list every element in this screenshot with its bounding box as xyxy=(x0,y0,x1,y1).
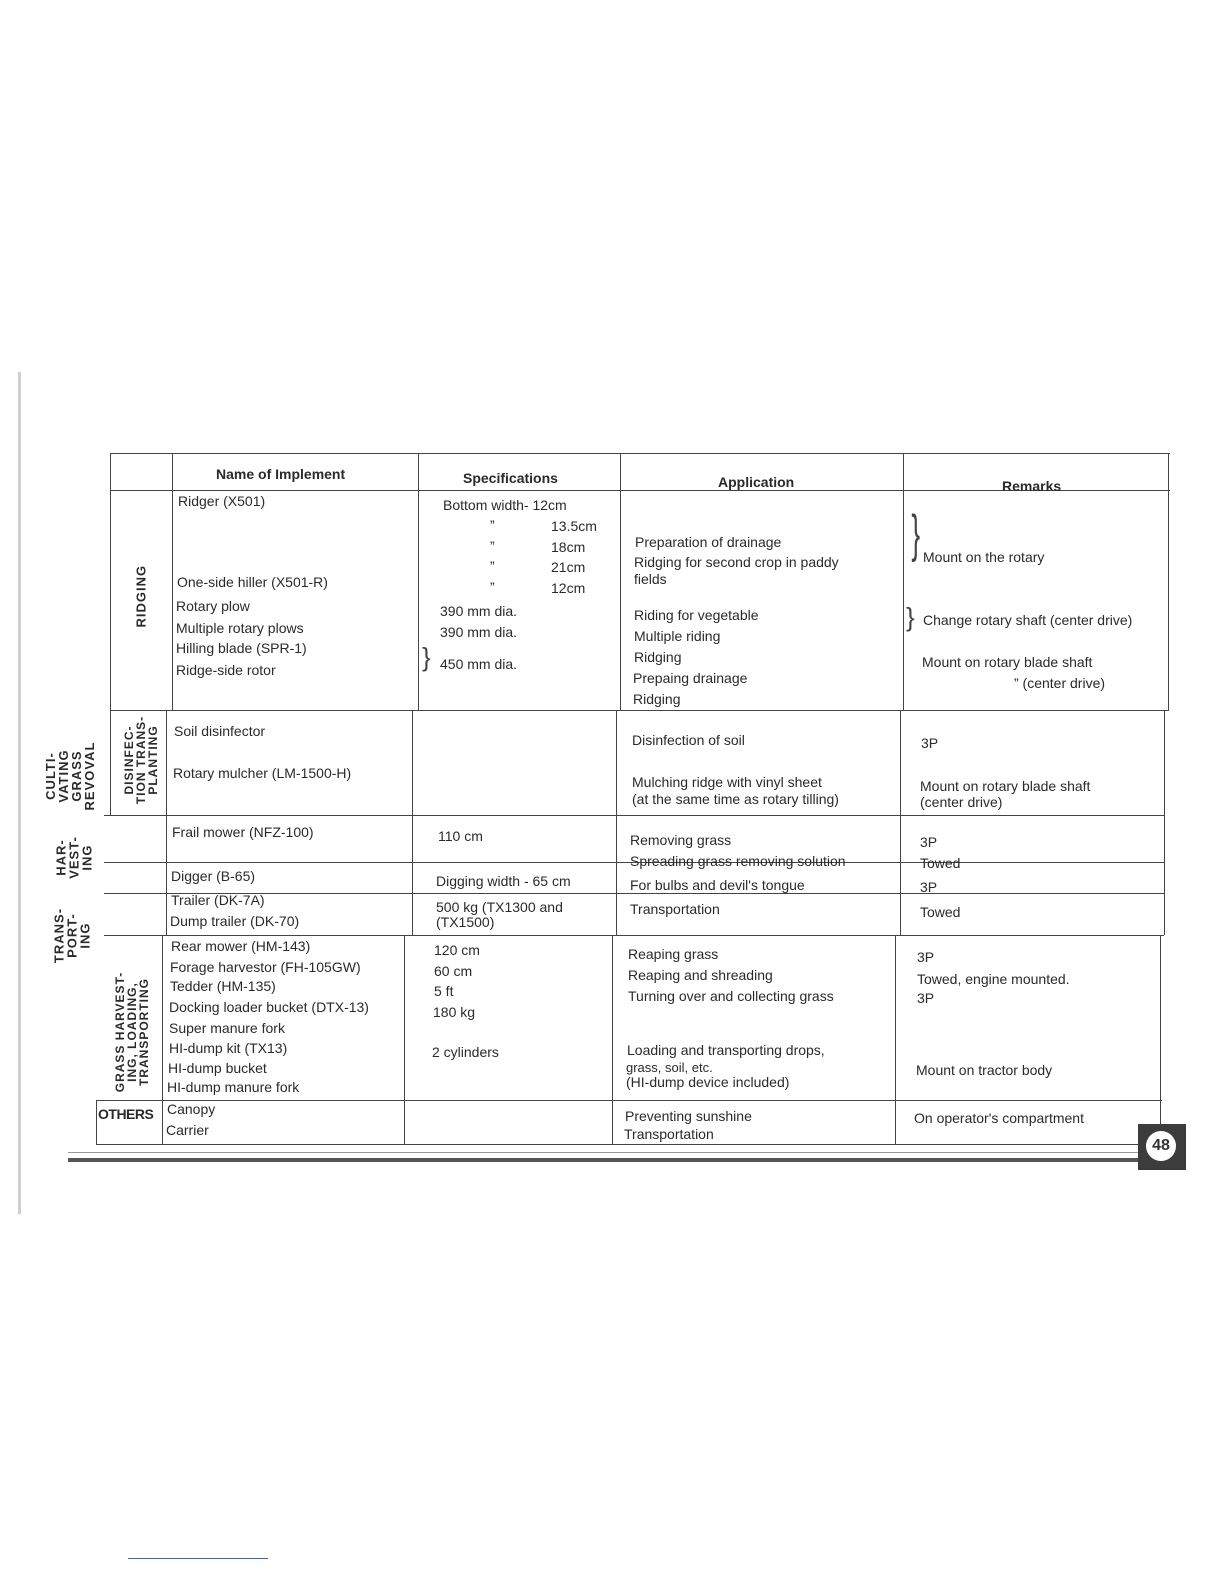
remark: 3P xyxy=(920,834,938,850)
remark: 3P xyxy=(921,735,939,751)
specification: 13.5cm xyxy=(551,518,597,534)
specification: 21cm xyxy=(551,559,586,575)
application: Transportation xyxy=(630,901,720,917)
implement-name: Super manure fork xyxy=(169,1020,285,1036)
application: (at the same time as rotary tilling) xyxy=(632,791,839,807)
implement-name: Hilling blade (SPR-1) xyxy=(176,640,307,656)
application: grass, soil, etc. xyxy=(626,1060,713,1075)
category-disinfection-transplanting: DISINFEC- TION TRANS- PLANTING xyxy=(122,715,160,805)
header-remarks: Remarks xyxy=(1002,478,1062,494)
implement-name: Carrier xyxy=(166,1122,209,1138)
ditto-mark: ” xyxy=(490,579,495,595)
specification: 390 mm dia. xyxy=(440,624,518,640)
application: Mulching ridge with vinyl sheet xyxy=(632,774,822,790)
category-others: OTHERS xyxy=(98,1106,154,1122)
ditto-mark: ” xyxy=(490,538,495,554)
header-specifications: Specifications xyxy=(463,470,558,486)
specification: 2 cylinders xyxy=(432,1044,499,1060)
specification: 390 mm dia. xyxy=(440,603,518,619)
remark: On operator's compartment xyxy=(914,1110,1084,1126)
application: (HI-dump device included) xyxy=(626,1074,790,1090)
implement-name: Forage harvestor (FH-105GW) xyxy=(170,959,361,975)
brace-icon: } xyxy=(911,505,921,563)
remark: Towed xyxy=(920,904,961,920)
application: Removing grass xyxy=(630,832,732,848)
remark: ” (center drive) xyxy=(1014,675,1106,691)
header-application: Application xyxy=(718,474,795,490)
specification: 110 cm xyxy=(438,828,483,844)
remark: Towed xyxy=(920,855,961,871)
specification: 5 ft xyxy=(434,983,454,999)
application: Riding for vegetable xyxy=(634,607,759,623)
ditto-mark: ” xyxy=(490,517,495,533)
implement-name: HI-dump kit (TX13) xyxy=(169,1040,288,1056)
brace-icon: } xyxy=(906,602,915,632)
brace-icon: } xyxy=(422,642,431,672)
implement-name: Frail mower (NFZ-100) xyxy=(172,824,314,840)
application: Preventing sunshine xyxy=(625,1108,752,1124)
specification: 18cm xyxy=(551,539,586,555)
specification: Digging width - 65 cm xyxy=(436,873,571,889)
footer-rule xyxy=(68,1158,1176,1162)
implement-name: Multiple rotary plows xyxy=(176,620,304,636)
implement-name: HI-dump manure fork xyxy=(167,1079,300,1095)
implement-name: HI-dump bucket xyxy=(168,1060,267,1076)
implement-name: Ridger (X501) xyxy=(178,493,266,509)
remark: Towed, engine mounted. xyxy=(917,971,1070,987)
footer-rule-thin xyxy=(68,1152,1138,1153)
application: Prepaing drainage xyxy=(633,670,748,686)
page-number-badge xyxy=(1138,1124,1186,1170)
application: Disinfection of soil xyxy=(632,732,745,748)
remark: Mount on rotary blade shaft xyxy=(920,778,1091,794)
page-number: 48 xyxy=(1146,1131,1176,1161)
ditto-mark: ” xyxy=(490,558,495,574)
application: Turning over and collecting grass xyxy=(628,988,834,1004)
implement-name: Docking loader bucket (DTX-13) xyxy=(169,999,369,1015)
binding-line xyxy=(18,372,21,1214)
application: fields xyxy=(634,571,667,587)
specification: 12cm xyxy=(551,580,586,596)
implement-name: Canopy xyxy=(167,1101,216,1117)
application: Reaping and shreading xyxy=(628,967,773,983)
application: Spreading grass removing solution xyxy=(630,853,846,869)
category-cultivating-grass-removal: CULTI- VATING GRASS REVOVAL xyxy=(43,741,97,811)
implement-name: Dump trailer (DK-70) xyxy=(170,913,300,929)
implement-name: Ridge-side rotor xyxy=(176,662,276,678)
implement-name: Trailer (DK-7A) xyxy=(171,892,265,908)
remark: 3P xyxy=(917,949,935,965)
remark: 3P xyxy=(920,879,938,895)
header-name: Name of Implement xyxy=(216,466,346,482)
specification: 180 kg xyxy=(433,1004,476,1020)
remark: Change rotary shaft (center drive) xyxy=(923,612,1133,628)
implement-name: One-side hiller (X501-R) xyxy=(177,574,328,590)
application: Reaping grass xyxy=(628,946,719,962)
specification: 500 kg (TX1300 and xyxy=(436,899,563,915)
implement-name: Rotary plow xyxy=(176,598,250,614)
category-grass-harvesting: GRASS HARVEST- ING, LOADING, TRANSPORTING xyxy=(113,971,151,1093)
remark: Mount on tractor body xyxy=(916,1062,1053,1078)
specification: 60 cm xyxy=(434,963,473,979)
implement-name: Rotary mulcher (LM-1500-H) xyxy=(173,765,352,781)
specification: 450 mm dia. xyxy=(440,656,518,672)
category-ridging: RIDGING xyxy=(133,564,149,628)
specification: Bottom width- 12cm xyxy=(443,497,567,513)
remark: Mount on the rotary xyxy=(923,549,1045,565)
specification: 120 cm xyxy=(434,942,480,958)
remark: Mount on rotary blade shaft xyxy=(922,654,1093,670)
application: Ridging xyxy=(633,691,681,707)
application: Ridging for second crop in paddy xyxy=(634,554,839,570)
category-harvesting: HAR- VEST- ING xyxy=(53,836,95,879)
application: Ridging xyxy=(634,649,682,665)
category-transporting: TRANS- PORT- ING xyxy=(51,907,93,964)
application: Multiple riding xyxy=(634,628,721,644)
implement-name: Tedder (HM-135) xyxy=(170,978,276,994)
remark: (center drive) xyxy=(920,794,1003,810)
application: Preparation of drainage xyxy=(635,534,782,550)
specification: (TX1500) xyxy=(436,914,495,930)
implement-name: Digger (B-65) xyxy=(171,868,256,884)
underline-mark xyxy=(128,1558,268,1559)
application: Transportation xyxy=(624,1126,714,1142)
implement-name: Rear mower (HM-143) xyxy=(171,938,311,954)
application: For bulbs and devil's tongue xyxy=(630,877,805,893)
application: Loading and transporting drops, xyxy=(627,1042,825,1058)
implement-name: Soil disinfector xyxy=(174,723,266,739)
remark: 3P xyxy=(917,990,935,1006)
